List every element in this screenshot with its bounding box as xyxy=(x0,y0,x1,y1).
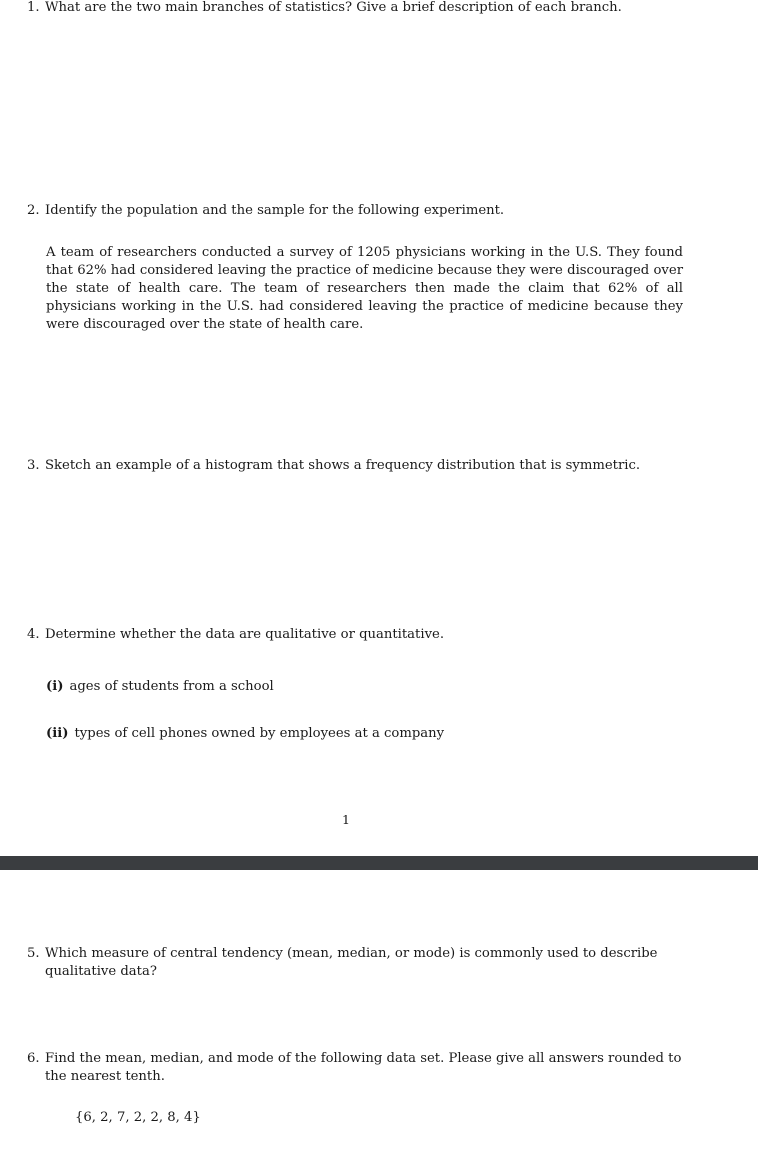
question-5-text: Which measure of central tendency (mean, median, or mode) is commonly used to describe qualitative data? xyxy=(45,946,658,979)
part-label: (i) xyxy=(46,679,64,694)
question-5 xyxy=(27,945,687,981)
question-5-number: 5. xyxy=(27,946,40,961)
question-6-number: 6. xyxy=(27,1051,40,1066)
page-divider xyxy=(0,856,758,870)
question-4-part-i xyxy=(46,678,274,696)
question-2-number: 2. xyxy=(27,203,40,218)
question-2-text: Identify the population and the sample for the following experiment. xyxy=(45,203,505,218)
question-2 xyxy=(27,202,687,220)
question-1-text: What are the two main branches of statistics? Give a brief description of each branch. xyxy=(45,0,622,15)
part-text: ages of students from a school xyxy=(69,679,274,694)
question-3-number: 3. xyxy=(27,458,40,473)
question-3 xyxy=(27,457,687,475)
question-4-number: 4. xyxy=(27,627,40,642)
part-text: types of cell phones owned by employees at a company xyxy=(74,726,445,741)
question-6-text: Find the mean, median, and mode of the following data set. Please give all answers rounded to the nearest tenth. xyxy=(45,1051,682,1084)
question-1 xyxy=(27,0,687,17)
question-3-text: Sketch an example of a histogram that shows a frequency distribution that is symmetric. xyxy=(45,458,641,473)
page-2 xyxy=(0,870,758,1160)
question-2-scenario: A team of researchers conducted a survey of 1205 physicians working in the U.S. They found that 62% had considered leaving the practice of medicine because they were discouraged over the state of health care. The team of researchers then made the claim that 62% of all physicians working in the U.S. had considered leaving the practice of medicine because they were discouraged over the state of health care. xyxy=(46,245,683,332)
question-4-text: Determine whether the data are qualitative or quantitative. xyxy=(45,627,445,642)
page-number: 1 xyxy=(342,812,350,827)
question-6 xyxy=(27,1050,687,1086)
part-label: (ii) xyxy=(46,726,69,741)
question-4 xyxy=(27,626,687,644)
question-4-part-ii xyxy=(46,725,444,743)
data-set: {6, 2, 7, 2, 2, 8, 4} xyxy=(75,1110,201,1125)
question-1-number: 1. xyxy=(27,0,40,15)
